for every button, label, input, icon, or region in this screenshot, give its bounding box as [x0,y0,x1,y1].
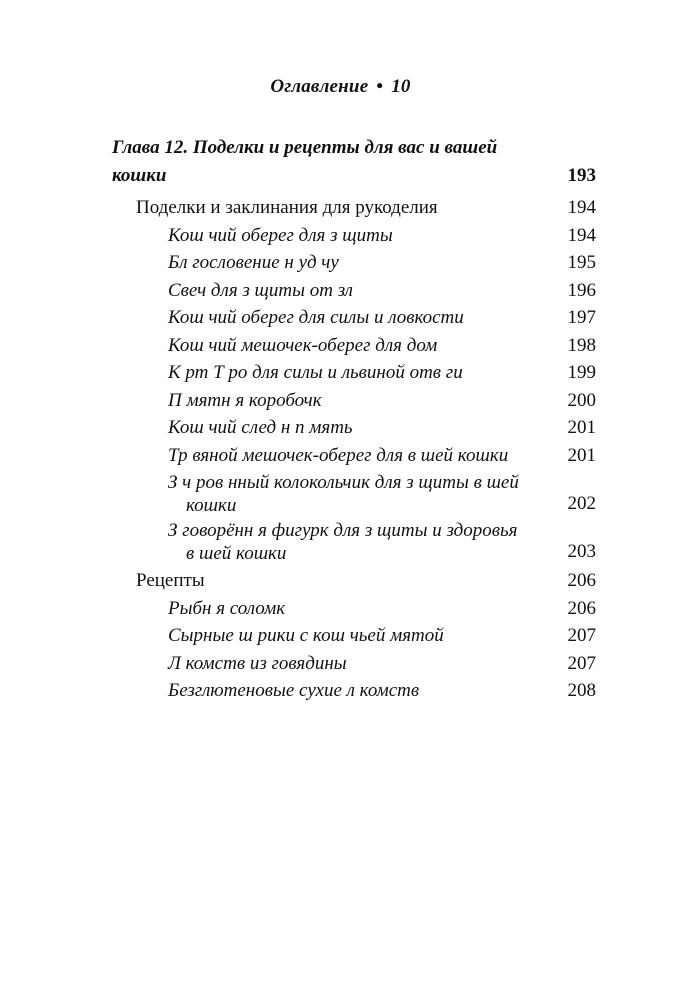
entry-title: Л комств из говядины [168,652,347,674]
entry-title: Рыбн я соломк [168,597,286,619]
entry-page: 206 [567,597,596,619]
toc-chapter[interactable] [112,134,596,190]
entry-page: 201 [567,417,596,438]
entry-page: 201 [567,444,596,466]
entry-title-line1: З говорённ я фигурк для з щиты и здоровья [168,520,518,541]
entry-title: Кош чий оберег для з щиты [168,224,393,246]
entry-page: 195 [567,252,596,273]
page-number: 10 [391,76,411,97]
entry-title-line1: З ч ров нный колокольчик для з щиты в шей [168,472,519,493]
entry-page: 194 [567,224,596,246]
entry-page: 207 [567,652,596,674]
entry-title: Свеч для з щиты от зл [168,279,353,301]
toc-entry[interactable] [112,595,596,623]
toc-entry[interactable] [112,222,596,250]
section-title: Рецепты [136,570,205,591]
running-head [0,76,681,98]
section-title: Поделки и заклинания для рукоделия [136,197,438,218]
toc-entry[interactable] [112,332,596,360]
toc-entry[interactable] [112,277,596,305]
entry-title-line2: кошки [186,495,237,516]
toc-entry[interactable] [112,442,596,470]
entry-title: Кош чий след н п мять [168,417,353,438]
entry-title: К рт Т ро для силы и львиной отв ги [168,362,463,383]
entry-page: 199 [567,362,596,383]
entry-page: 207 [567,625,596,646]
toc-entry[interactable] [112,677,596,705]
chapter-page: 193 [567,165,596,186]
entry-title: Кош чий мешочек-оберег для дом [168,334,438,356]
entry-page: 198 [567,334,596,356]
entry-page: 202 [567,492,596,514]
toc-entry[interactable] [112,471,596,517]
entry-title: Тр вяной мешочек-оберег для в шей кошки [168,444,509,466]
entry-title-line2: в шей кошки [186,543,287,564]
toc-entry[interactable] [112,519,596,565]
entry-title: Кош чий оберег для силы и ловкости [168,307,464,328]
toc-entry[interactable] [112,414,596,442]
entry-page: 203 [567,540,596,562]
entry-page: 200 [567,389,596,411]
entry-title: Бл гословение н уд чу [168,252,339,273]
entry-title [112,519,568,565]
table-of-contents [112,134,596,705]
toc-entry[interactable] [112,249,596,277]
toc-entry[interactable] [112,387,596,415]
entry-title: Безглютеновые сухие л комств [168,680,420,701]
toc-entry[interactable] [112,622,596,650]
toc-entry[interactable] [112,359,596,387]
chapter-title: Глава 12. Поделки и рецепты для вас и вашей кошки [112,137,498,186]
section-page: 206 [567,570,596,591]
entry-title: Сырные ш рики с кош чьей мятой [168,625,444,646]
entry-page: 196 [567,279,596,301]
toc-section-recipes[interactable] [112,567,596,595]
toc-section-crafts[interactable] [112,194,596,222]
entry-title [112,471,568,517]
section-page: 194 [567,197,596,218]
entry-title: П мятн я коробочк [168,389,322,411]
running-head-bullet: • [376,76,384,97]
entry-page: 197 [567,307,596,328]
toc-entry[interactable] [112,304,596,332]
toc-entry[interactable] [112,650,596,678]
running-head-title: Оглавление [270,76,369,97]
entry-page: 208 [567,680,596,701]
